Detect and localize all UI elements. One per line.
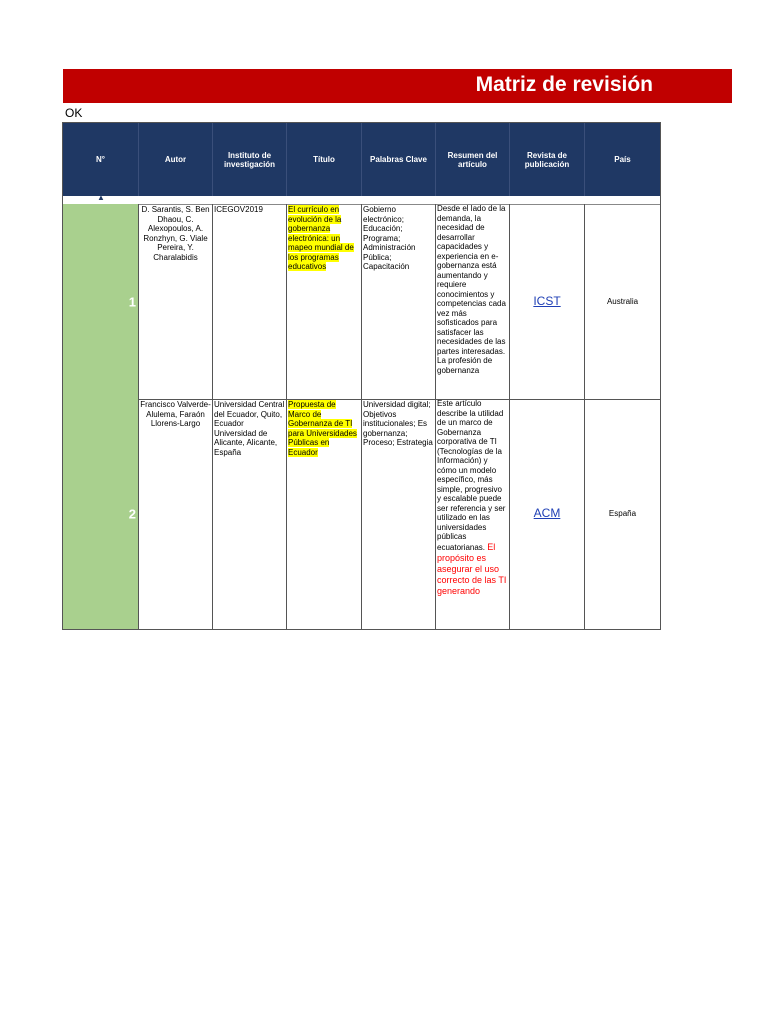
header-instituto: Instituto de investigación [213,123,287,196]
title-bar [63,69,732,103]
header-titulo: Título [287,123,362,196]
header-row [63,123,660,196]
header-palabras: Palabras Clave [362,123,436,196]
review-matrix-table [62,122,661,630]
header-resumen: Resumen del artículo [436,123,510,196]
palabras-cell: Gobierno electrónico; Educación; Programa; Administración Pública; Capacitación [362,204,436,399]
titulo-text: Propuesta de Marco de Gobernanza de TI para Universidades Públicas en Ecuador [288,400,357,457]
header-revista: Revista de publicación [510,123,585,196]
table-row [63,399,660,629]
resumen-cell [436,399,510,629]
header-autor: Autor [139,123,213,196]
clipped-text-fragment: ▲ [97,193,105,202]
row-number: 2 [128,506,136,522]
row-number: 1 [128,293,136,309]
status-label: OK [65,106,83,120]
resumen-highlight-text: El propósito es asegurar el uso correcto de las TI generando [437,541,507,596]
pais-cell: España [608,509,637,519]
row-number-cell [63,204,139,399]
autor-cell: Francisco Valverde-Alulema, Faraón Llorens-Largo [139,399,213,629]
revista-link[interactable]: ACM [533,506,561,521]
titulo-text: El currículo en evolución de la gobernanza electrónica: un mapeo mundial de los programas educativos [288,205,354,271]
revista-link[interactable]: ICST [533,293,561,308]
titulo-cell [287,399,362,629]
instituto-cell: ICEGOV2019 [213,204,287,399]
row-number-cell [63,399,139,629]
resumen-cell: Desde el lado de la demanda, la necesidad de desarrollar capacidades y experiencia en e-gobernanza está aumentando y requiere conocimientos y competencias cada vez más sofisticados para satisfacer las necesidades de las partes interesadas. La profesión de gobernanza [436,204,510,399]
palabras-cell: Universidad digital; Objetivos institucionales; Es gobernanza; Proceso; Estrategia [362,399,436,629]
instituto-cell: Universidad Central del Ecuador, Quito, Ecuador Universidad de Alicante, Alicante, España [213,399,287,629]
pais-cell: Australia [606,296,639,306]
autor-cell: D. Sarantis, S. Ben Dhaou, C. Alexopoulos, A. Ronzhyn, G. Viale Pereira, Y. Charalabidis [139,204,213,399]
resumen-text: Este artículo describe la utilidad de un marco de Gobernanza corporativa de TI (Tecnologías de la Información) y cómo un modelo específico, más simple, progresivo y escalable puede ser referencia y ser utilizado en las universidades públicas ecuatorianas. [437,399,506,552]
table-row [63,204,660,400]
titulo-cell [287,204,362,399]
sheet-title: Matriz de revisión [475,73,653,96]
header-pais: País [614,155,631,164]
revista-cell [510,204,585,399]
header-num: N° [63,123,139,196]
revista-cell [510,399,585,629]
